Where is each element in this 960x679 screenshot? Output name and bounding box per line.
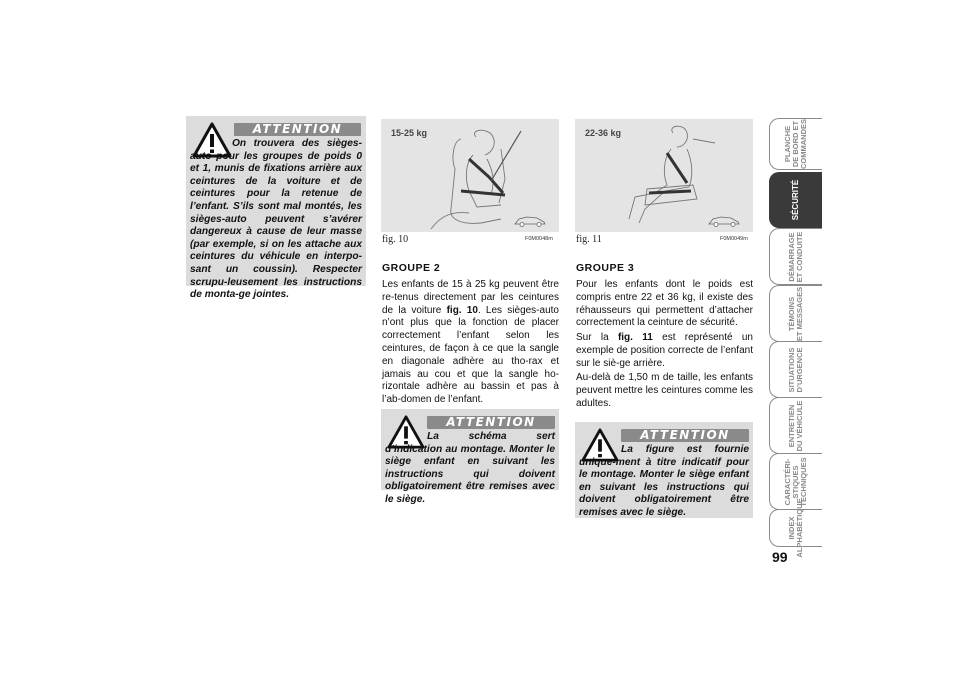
figure-code: F0M0049m (720, 236, 748, 242)
figure-code: F0M0048m (525, 236, 553, 242)
tab-entretien[interactable] (769, 397, 822, 454)
tab-label: ENTRETIEN DU VÉHICULE (787, 400, 804, 451)
figure-weight-label: 15-25 kg (391, 128, 428, 138)
tab-label: INDEX ALPHABÉTIQUE (787, 498, 804, 558)
warning-box-right (575, 422, 753, 518)
groupe3-paragraph-3: Au-delà de 1,50 m de taille, les enfants peuvent mettre les ceintures comme les adultes. (576, 372, 753, 409)
tab-label: TÉMOINS ET MESSAGES (787, 286, 804, 341)
warning-box-middle (381, 409, 559, 505)
warning-box-left (186, 116, 366, 301)
tab-securite[interactable] (769, 172, 822, 228)
figure-11-illustration (575, 119, 753, 232)
tab-planche-de-bord[interactable] (769, 118, 822, 170)
tab-demarrage[interactable] (769, 228, 822, 285)
warning-title: ATTENTION (234, 123, 361, 136)
section-heading: GROUPE 3 (576, 262, 635, 274)
figure-10-illustration (381, 119, 559, 232)
groupe3-paragraph-2: Sur la fig. 11 est représenté un exemple de position correcte de l’enfant sur le siè-ge arrière. (576, 332, 753, 369)
tab-label: SÉCURITÉ (791, 179, 800, 221)
section-heading: GROUPE 2 (382, 262, 441, 274)
tab-situations-urgence[interactable] (769, 341, 822, 398)
figure-weight-label: 22-36 kg (585, 128, 622, 138)
groupe2-paragraph: Les enfants de 15 à 25 kg peuvent être re-tenus directement par les ceintures de la voiture fig. 10. Les sièges-auto n’ont plus que la fonction de placer correctement l’enfant selon les ceintures, de façon à ce que la sangle en diagonale adhère au tho-rax et jamais au cou et que la sangle ho-rizontale adhère au bassin et pas à l’ab-domen de l’enfant. (382, 279, 559, 406)
tab-label: CARACTÉRI- STIQUES TECHNIQUES (783, 456, 808, 507)
car-icon (707, 215, 741, 227)
warning-title: ATTENTION (427, 416, 555, 429)
figure-reference: fig. 11 (617, 332, 653, 343)
warning-text: On trouvera des sièges-auto pour les groupes de poids 0 et 1, munis de fixations arrière aux ceintures de la voiture et de ceintures pour la retenue de l’enfant. S’ils sont mal montés, les sièges-auto peuvent s’avérer dangereux à cause de leur masse (par exemple, si on les attache aux ceintures du véhicule en interpo-sant un coussin). Respecter scrupu-leusement les instructions de monta-ge jointes. (190, 138, 362, 301)
warning-text: La figure est fournie unique-ment à titre indicatif pour le montage. Monter le siège enfant en suivant les instructions qui doivent obligatoirement être remises avec le siège. (579, 444, 749, 518)
tab-temoins[interactable] (769, 285, 822, 342)
figure-reference: fig. 10 (446, 304, 478, 316)
warning-text: La schéma sert d’indication au montage. Monter le siège enfant en suivant les instructions qui doivent obligatoirement être remises avec le siège. (385, 431, 555, 505)
car-icon (513, 215, 547, 227)
tab-label: PLANCHE DE BORD ET COMMANDES (783, 119, 808, 169)
page-number: 99 (772, 549, 788, 565)
warning-title: ATTENTION (621, 429, 749, 442)
figure-caption: fig. 11 (576, 234, 602, 245)
groupe3-paragraph-1: Pour les enfants dont le poids est compris entre 22 et 36 kg, il existe des réhausseurs qui permettent d’attacher correctement la ceinture de sécurité. (576, 279, 753, 329)
tab-label: SITUATIONS D’URGENCE (787, 347, 804, 393)
tab-label: DÉMARRAGE ET CONDUITE (787, 231, 804, 282)
figure-caption: fig. 10 (382, 234, 409, 245)
